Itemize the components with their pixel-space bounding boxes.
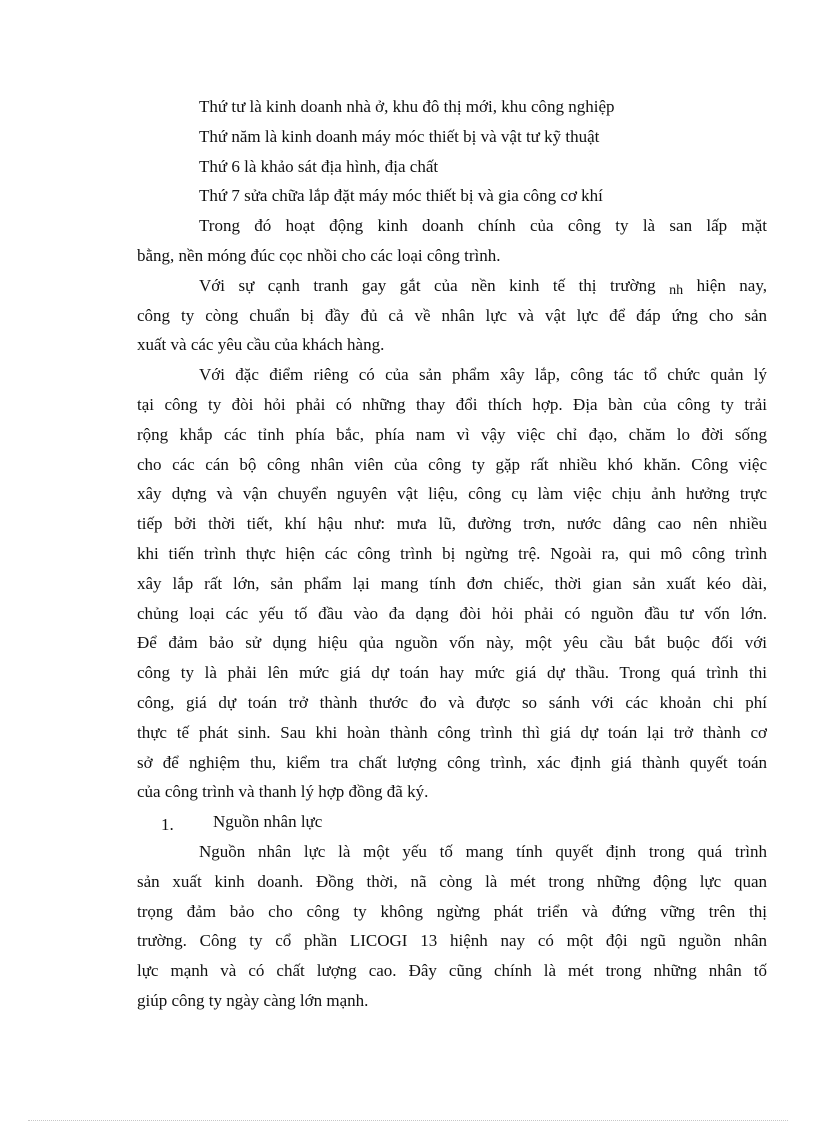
text-line: Thứ 7 sửa chữa lắp đặt máy móc thiết bị và gia công cơ khí [199, 186, 603, 206]
text-line: rộng khắp các tỉnh phía bắc, phía nam vì vậy việc chỉ đạo, chăm lo đời sống [137, 424, 767, 444]
stray-fragment: nh [669, 282, 684, 298]
text-line: xây dựng và vận chuyển nguyên vật liệu, công cụ làm việc chịu ảnh hưởng trực [137, 484, 767, 504]
section-heading [137, 807, 767, 837]
text-line: lực mạnh và có chất lượng cao. Đây cũng chính là mét trong những nhân tố [137, 961, 767, 981]
text-line: thực tế phát sinh. Sau khi hoàn thành công trình thì giá dự toán lại trở thành cơ [137, 722, 767, 742]
text-line: chủng loại các yếu tố đầu vào đa dạng đòi hỏi phải có nguồn đầu tư vốn lớn. [137, 603, 767, 623]
text-line: xuất và các yêu cầu của khách hàng. [137, 335, 385, 355]
text-line-composite [137, 271, 767, 301]
text-line: Trong đó hoạt động kinh doanh chính của công ty là san lấp mặt [199, 216, 767, 236]
text-line: Thứ năm là kinh doanh máy móc thiết bị và vật tư kỹ thuật [199, 126, 600, 146]
text-line: tại công ty đòi hỏi phải có những thay đổi thích hợp. Địa bàn của công ty trải [137, 394, 767, 414]
text-line: cho các cán bộ công nhân viên của công ty gặp rất nhiều khó khăn. Công việc [137, 454, 767, 474]
text-line: của công trình và thanh lý hợp đồng đã ký. [137, 782, 429, 802]
text-line: công ty là phải lên mức giá dự toán hay mức giá dự thầu. Trong quá trình thi [137, 663, 767, 683]
text-line: Để đảm bảo sử dụng hiệu qủa nguồn vốn này, một yêu cầu bắt buộc đối với [137, 633, 767, 653]
text-line: giúp công ty ngày càng lớn mạnh. [137, 990, 369, 1010]
document-body [137, 92, 767, 1016]
text-line: Thứ tư là kinh doanh nhà ở, khu đô thị mới, khu công nghiệp [199, 97, 615, 116]
text-fragment: Với sự cạnh tranh gay gắt của nền kinh tế thị trường [199, 275, 656, 295]
text-line: công ty còng chuẩn bị đầy đủ cả về nhân lực và vật lực để đáp ứng cho sản [137, 305, 767, 325]
text-line: Thứ 6 là khảo sát địa hình, địa chất [199, 156, 439, 176]
text-line: tiếp bởi thời tiết, khí hậu như: mưa lũ, đường trơn, nước dâng cao nên nhiều [137, 514, 767, 534]
text-line: khi tiến trình thực hiện các công trình bị ngừng trệ. Ngoài ra, qui mô công trình [137, 543, 767, 563]
text-line: sản xuất kinh doanh. Đồng thời, nã còng là mét trong những động lực quan [137, 871, 767, 891]
section-number: 1. [161, 815, 174, 835]
text-line: trường. Công ty cổ phần LICOGI 13 hiệnh nay có một đội ngũ nguồn nhân [137, 931, 767, 951]
page-bottom-divider [28, 1120, 788, 1121]
text-line: xây lắp rất lớn, sản phẩm lại mang tính đơn chiếc, thời gian sản xuất kéo dài, [137, 573, 767, 593]
text-line: Với đặc điểm riêng có của sản phẩm xây lắp, công tác tổ chức quản lý [199, 365, 767, 385]
text-line: sở để nghiệm thu, kiểm tra chất lượng công trình, xác định giá thành quyết toán [137, 752, 767, 772]
text-line: bằng, nền móng đúc cọc nhồi cho các loại công trình. [137, 245, 501, 265]
text-line: trọng đảm bảo cho công ty không ngừng phát triển và đứng vững trên thị [137, 901, 767, 921]
text-fragment: hiện nay, [696, 275, 767, 295]
section-title: Nguồn nhân lực [213, 812, 323, 832]
text-line: Nguồn nhân lực là một yếu tố mang tính quyết định trong quá trình [199, 841, 767, 861]
text-line: công, giá dự toán trở thành thước đo và được so sánh với các khoản chi phí [137, 692, 767, 712]
